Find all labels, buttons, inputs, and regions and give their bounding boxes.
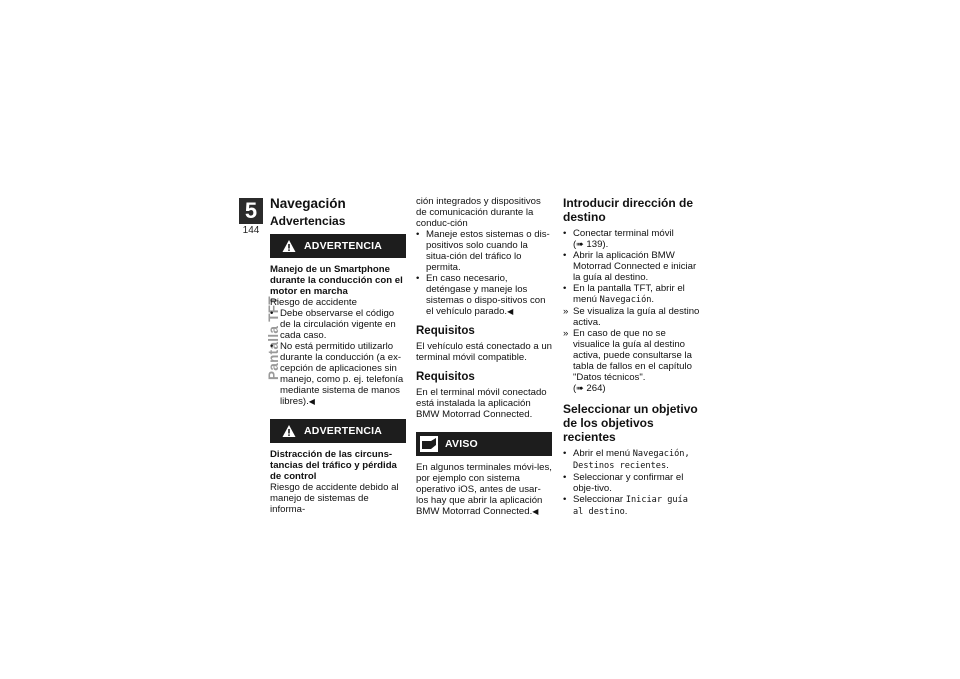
side-section-title: Pantalla TFT [266, 296, 281, 380]
warning-icon [282, 239, 296, 253]
list-item: • Maneje estos sistemas o dis-positivos solo cuando la situa-ción del tráfico lo permita. [416, 229, 552, 273]
warning-banner [270, 419, 406, 443]
column-2 [416, 196, 552, 517]
requirements-title: Requisitos [416, 325, 475, 337]
end-mark-icon: ◀ [507, 307, 514, 316]
notice-label: AVISO [445, 437, 478, 450]
list-item: • Abrir el menú Navegación, Destinos recientes. [563, 448, 703, 472]
subsection-title: Advertencias [270, 214, 346, 228]
section-title: Navegación [270, 196, 346, 211]
column-3 [563, 196, 703, 518]
page-number: 144 [242, 225, 260, 236]
warning-heading: Distracción de las circuns-tancias del tráfico y pérdida de control [270, 449, 397, 482]
list-item: • Seleccionar Iniciar guía al destino. [563, 494, 703, 518]
column-1 [270, 196, 406, 515]
chapter-number: 5 [239, 198, 263, 224]
page-reference-arrow-icon: ➠ [576, 239, 584, 249]
end-mark-icon: ◀ [532, 507, 539, 516]
list-item: • Abrir la aplicación BMW Motorrad Connected e iniciar la guía al destino. [563, 250, 703, 283]
warning-risk: Riesgo de accidente debido al manejo de sistemas de informa- [270, 482, 399, 515]
notice-banner [416, 432, 552, 456]
list-item: • Conectar terminal móvil (➠ 139). [563, 228, 703, 250]
list-item: • En caso necesario, deténgase y maneje los sistemas o dispo-sitivos con el vehículo parado.◀ [416, 273, 552, 317]
end-mark-icon: ◀ [308, 397, 315, 406]
continued-text: ción integrados y dispositivos de comunicación durante la conduc-ción [416, 196, 541, 229]
list-item: • No está permitido utilizarlo durante la conducción (a ex-cepción de aplicaciones sin manejo, como p. ej. telefonía mediante sistema de manos libres).◀ [270, 341, 406, 407]
notice-text: En algunos terminales móvi-les, por ejemplo con sistema operativo iOS, antes de usar-los hay que abrir la aplicación BMW Motorrad Connected.◀ [416, 462, 552, 517]
warning-label: ADVERTENCIA [304, 239, 383, 252]
result-item: » Se visualiza la guía al destino activa. [563, 306, 703, 328]
list-item: • Seleccionar y confirmar el obje-tivo. [563, 472, 703, 494]
warning-banner [270, 234, 406, 258]
requirements-text: En el terminal móvil conectado está instalada la aplicación BMW Motorrad Connected. [416, 387, 547, 420]
warning-label: ADVERTENCIA [304, 424, 383, 437]
warning-heading: Manejo de un Smartphone durante la conducción con el motor en marcha [270, 264, 403, 297]
result-item: » En caso de que no se visualice la guía al destino activa, puede consultarse la tabla de fallos en el capítulo "Datos técnicos". (➠ 264) [563, 328, 703, 394]
list-item: • En la pantalla TFT, abrir el menú Navegación. [563, 283, 703, 306]
page-reference-arrow-icon: ➠ [576, 383, 584, 393]
warning-icon [282, 424, 296, 438]
list-item: • Debe observarse el código de la circulación vigente en cada caso. [270, 308, 406, 341]
notice-icon [419, 435, 439, 453]
requirements-text: El vehículo está conectado a un terminal móvil compatible. [416, 341, 553, 363]
section-heading: Introducir dirección de destino [563, 196, 694, 224]
warning-risk: Riesgo de accidente [270, 297, 357, 308]
section-heading: Seleccionar un objetivo de los objetivos recientes [563, 402, 698, 444]
requirements-title: Requisitos [416, 371, 475, 383]
